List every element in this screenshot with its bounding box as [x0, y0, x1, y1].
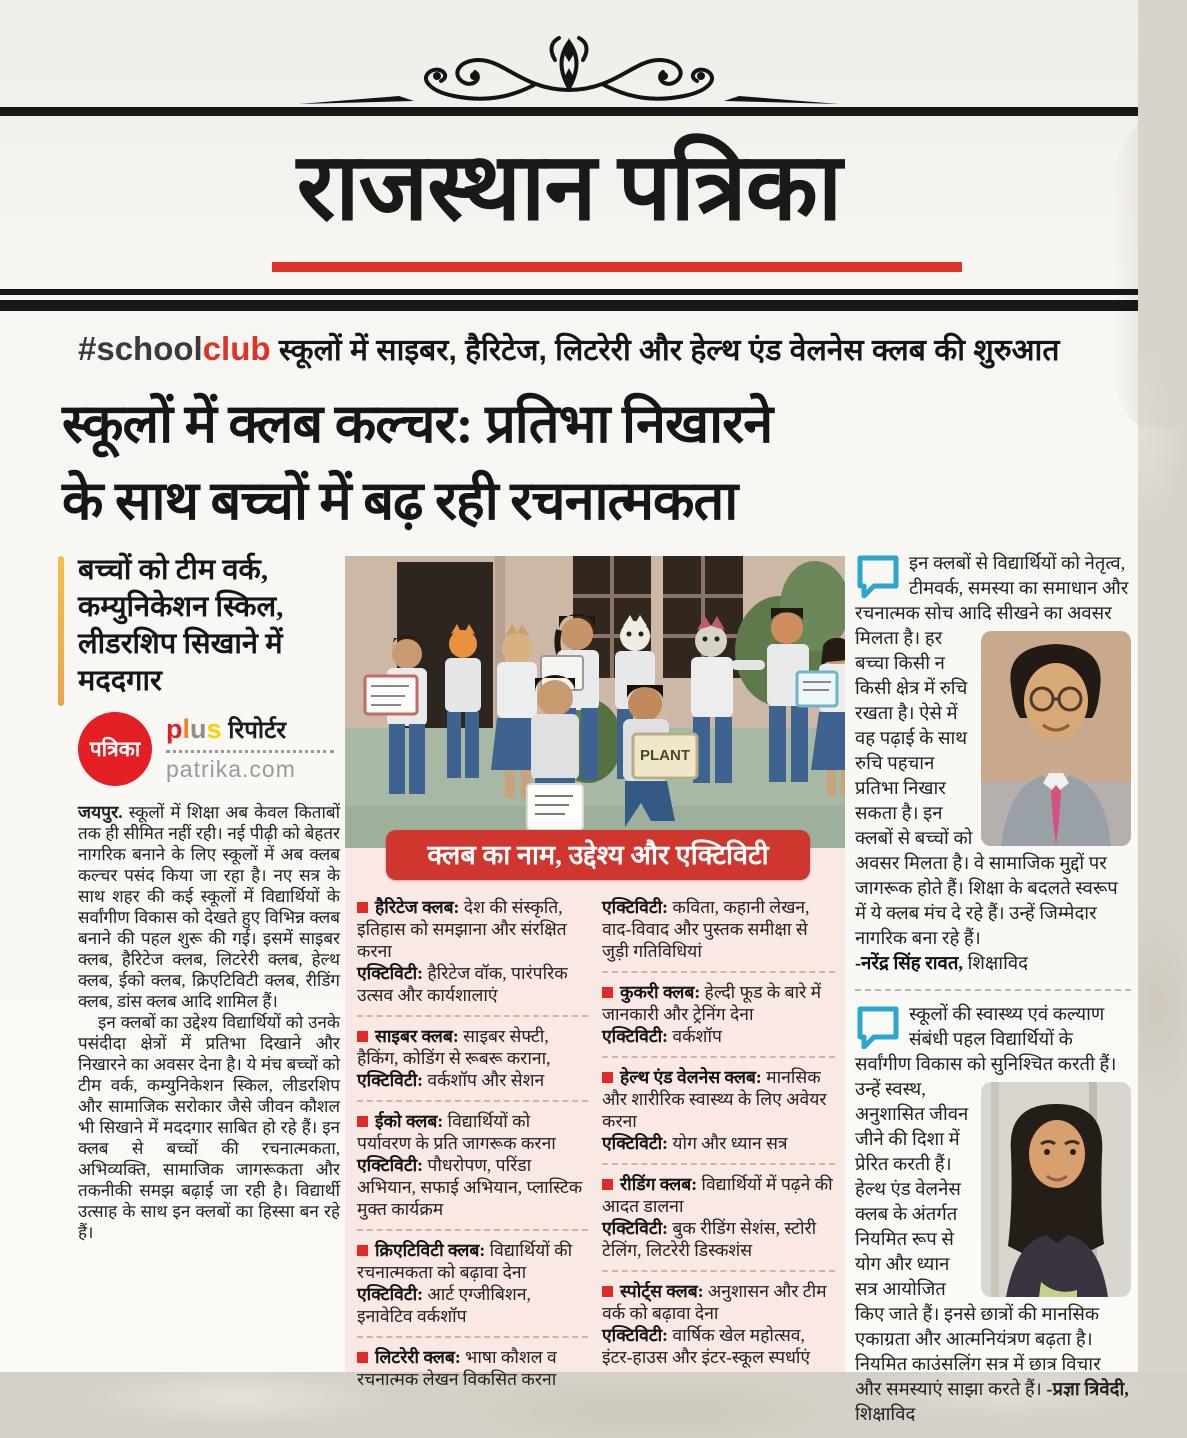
educator-2-photo: [981, 1082, 1131, 1297]
dateline: जयपुर.: [78, 802, 123, 822]
red-square-bullet: [357, 902, 368, 913]
masthead-top-rule: [0, 107, 1138, 116]
red-square-bullet: [602, 1179, 613, 1190]
club-name: हैरिटेज क्लब:: [375, 897, 460, 917]
club-item-literary-activity: [602, 896, 835, 962]
article-headline: [62, 386, 1112, 540]
activity-label: एक्टिविटी:: [602, 1026, 669, 1046]
club-name: स्पोर्ट्स क्लब:: [620, 1281, 704, 1301]
club-column-right: [602, 896, 835, 1367]
activity-text: कविता, कहानी लेखन, वाद-विवाद और पुस्तक समीक्षा से जुड़ी गतिविधियां: [602, 897, 810, 961]
adjacent-page-sliver: [58, 556, 64, 706]
left-column: [78, 552, 340, 1243]
red-square-bullet: [357, 1031, 368, 1042]
club-name: साइबर क्लब:: [375, 1026, 459, 1046]
club-desc: विद्यार्थियों को पर्यावरण के प्रति जागरूक करना: [357, 1111, 556, 1153]
activity-text: पौधरोपण, परिंडा अभियान, सफाई अभियान, प्लास्टिक मुक्त कार्यक्रम: [357, 1155, 583, 1219]
paragraph-1-text: स्कूलों में शिक्षा अब केवल किताबों तक ही सीमित नहीं रही। नई पीढ़ी को बेहतर नागरिक बनाने के लिए स्कूलों में अब क्लब कल्चर पसंद किया जा रहा है। नए सत्र के साथ शहर की कई स्कूलों में विद्यार्थियों के सर्वांगीण विकास को देखते हुए विभिन्न क्लब बनाने की पहल शुरू की गई। इसमें साइबर क्लब, हैरिटेज क्लब, लिटरेरी क्लब, हेल्थ क्लब, ईको क्लब, क्रिएटिविटी क्लब, रीडिंग क्लब, डांस क्लब आदि शामिल हैं।: [78, 803, 340, 1011]
byline-dotted-rule: [166, 750, 334, 753]
club-name: हेल्थ एंड वेलनेस क्लब:: [620, 1067, 762, 1087]
activity-label: एक्टिविटी:: [357, 963, 424, 983]
quote-1-text-rest: हर बच्चा किसी न किसी क्षेत्र में रुचि रखता है। ऐसे में वह पढ़ाई के साथ रुचि पहचान प्रतिभा निखार सकता है। इन क्लबों से बच्चों को अवसर मिलता है। वे सामाजिक मुद्दों पर जागरूक होते हैं। शिक्षा के बदलते स्वरूप में ये क्लब मंच दे रहे हैं। उन्हें जिम्मेदार नागरिक बना रहे हैं।: [855, 629, 1118, 949]
quote-bubble-icon: [855, 554, 901, 598]
red-square-bullet: [357, 1116, 368, 1127]
quote-2-text-lead: स्कूलों की स्वास्थ्य एवं कल्याण संबंधी पहल विद्यार्थियों के सर्वांगीण विकास को सुनिश्चित करती हैं। उन्हें स्वस्थ,: [855, 1005, 1117, 1100]
red-square-bullet: [602, 1286, 613, 1297]
activity-text: वर्कशॉप और सेशन: [423, 1070, 545, 1090]
club-desc: विद्यार्थियों की रचनात्मकता को बढ़ावा देना: [357, 1240, 573, 1282]
activity-label: एक्टिविटी:: [602, 897, 669, 917]
plus-letter-u: u: [190, 714, 207, 744]
kicker-line: [78, 328, 1108, 369]
club-desc: मानसिक और शारीरिक स्वास्थ्य के लिए अवेयर करना: [602, 1067, 827, 1131]
masthead-bottom-rule-thick: [0, 300, 1138, 311]
plant-sign-text: PLANT: [640, 747, 690, 764]
quote-2-author: -प्रज्ञा त्रिवेदी,: [1046, 1380, 1129, 1400]
byline-block: [78, 710, 340, 796]
club-name: ईको क्लब:: [375, 1111, 444, 1131]
club-item-eco: [357, 1100, 588, 1220]
club-desc: विद्यार्थियों में पढ़ने की आदत डालना: [602, 1174, 833, 1216]
club-desc: भाषा कौशल व रचनात्मक लेखन विकसित करना: [357, 1347, 557, 1389]
plus-letter-p: p: [166, 714, 183, 744]
club-list-box: [345, 848, 845, 1389]
hashtag-club: club: [202, 330, 271, 367]
club-item-literary: [357, 1336, 588, 1390]
club-section-banner: क्लब का नाम, उद्देश्य और एक्टिविटी: [386, 830, 810, 880]
patrika-logo: पत्रिका: [78, 712, 152, 786]
reporter-label: रिपोर्टर: [221, 717, 287, 744]
red-square-bullet: [357, 1245, 368, 1256]
activity-label: एक्टिविटी:: [357, 1070, 424, 1090]
club-desc: अनुशासन और टीम वर्क को बढ़ावा देना: [602, 1281, 827, 1323]
quote-1-text-lead: इन क्लबों से विद्यार्थियों को नेतृत्व, टीमवर्क, समस्या का समाधान और रचनात्मक सोच आदि सीखने का अवसर मिलता है।: [855, 554, 1129, 649]
club-desc: साइबर सेफ्टी, हैकिंग, कोडिंग से रूबरू कराना,: [357, 1026, 551, 1068]
quote-2: [855, 989, 1131, 1428]
educator-1-photo: [981, 631, 1131, 846]
club-name: क्रिएटिविटी क्लब:: [375, 1240, 486, 1260]
website-label: patrika.com: [166, 756, 296, 782]
club-column-left: [357, 896, 588, 1389]
article-body: [78, 802, 340, 1243]
red-square-bullet: [602, 1072, 613, 1083]
quotes-column: [855, 552, 1131, 1428]
quote-1-role: शिक्षाविद: [963, 954, 1028, 974]
club-desc: हेल्दी फूड के बारे में जानकारी और ट्रेनिंग देना: [602, 982, 822, 1024]
hashtag-school: #school: [78, 330, 203, 367]
kicker-text: स्कूलों में साइबर, हैरिटेज, लिटरेरी और हेल्थ एंड वेलनेस क्लब की शुरुआत: [270, 334, 1060, 367]
club-item-cookery: [602, 971, 835, 1047]
activity-text: योग और ध्यान सत्र: [668, 1133, 788, 1153]
club-name: रीडिंग क्लब:: [620, 1174, 698, 1194]
activity-text: वार्षिक खेल महोत्सव, इंटर-हाउस और इंटर-स्कूल स्पर्धाएं: [602, 1325, 811, 1367]
activity-label: एक्टिविटी:: [602, 1133, 669, 1153]
club-item-heritage: [357, 896, 588, 1006]
club-name: लिटरेरी क्लब:: [375, 1347, 461, 1367]
club-desc: देश की संस्कृति, इतिहास को समझाना और संरक्षित करना: [357, 897, 567, 961]
red-square-bullet: [602, 987, 613, 998]
club-item-creativity: [357, 1229, 588, 1327]
masthead-bottom-rule-thin: [0, 289, 1138, 295]
quote-1: [855, 552, 1131, 977]
quote-2-role: शिक्षाविद: [855, 1405, 916, 1425]
red-square-bullet: [357, 1352, 368, 1363]
activity-text: आर्ट एग्जीबिशन, इनावेटिव वर्कशॉप: [357, 1284, 531, 1326]
headline-line1: स्कूलों में क्लब कल्चर: प्रतिभा निखारने: [62, 394, 773, 454]
quote-bubble-icon: [855, 1005, 901, 1049]
school-children-photo: [345, 556, 845, 848]
body-paragraph-2: इन क्लबों का उद्देश्य विद्यार्थियों को उनके पसंदीदा क्षेत्रों में प्रतिभा दिखाने और निखारने का अवसर देना है। ये मंच बच्चों को टीम वर्क, कम्युनिकेशन स्किल, लीडरशिप और सामाजिक सरोकार जैसे जीवन कौशल भी सिखाने में मददगार साबित हो रहे हैं। इन क्लब से बच्चों की रचनात्मकता, अभिव्यक्ति, सामाजिक जागरूकता और तकनीकी समझ बढ़ाई जा रही है। विद्यार्थी उत्साह के साथ इन क्लबों का हिस्सा बन रहे हैं।: [78, 1013, 340, 1242]
newspaper-title: राजस्थान पत्रिका: [296, 136, 842, 240]
byline-right: [166, 714, 336, 783]
quote-1-author: -नरेंद्र सिंह रावत,: [855, 954, 964, 974]
club-item-sports: [602, 1270, 835, 1368]
activity-label: एक्टिविटी:: [602, 1325, 669, 1345]
activity-text: हैरिटेज वॉक, पारंपरिक उत्सव और कार्यशालाएं: [357, 963, 568, 1005]
masthead-ornament-icon: [0, 30, 1138, 117]
activity-label: एक्टिविटी:: [602, 1218, 669, 1238]
masthead-red-underline: [272, 262, 962, 272]
club-name: कुकरी क्लब:: [620, 982, 701, 1002]
plus-letter-s: s: [206, 714, 222, 744]
quote-2-text-rest: अनुशासित जीवन जीने की दिशा में प्रेरित करती हैं। हेल्थ एंड वेलनेस क्लब के अंतर्गत नियमित रूप से योग और ध्यान सत्र आयोजित किए जाते हैं। इनसे छात्रों की मानसिक एकाग्रता और आत्मनियंत्रण बढ़ता है। नियमित काउंसलिंग सत्र में छात्र विचार और समस्याएं साझा करते हैं।: [855, 1105, 1101, 1400]
article-subhead: बच्चों को टीम वर्क, कम्युनिकेशन स्किल, लीडरशिप सिखाने में मददगार: [78, 554, 284, 697]
activity-text: बुक रीडिंग सेशंस, स्टोरी टेलिंग, लिटरेरी डिस्कशंस: [602, 1218, 817, 1260]
activity-text: वर्कशॉप: [668, 1026, 722, 1046]
plus-reporter-label: [166, 714, 336, 746]
plus-letter-l: l: [182, 714, 191, 744]
headline-line2: के साथ बच्चों में बढ़ रही रचनात्मकता: [62, 471, 738, 531]
body-paragraph-1: [78, 802, 340, 1012]
activity-label: एक्टिविटी:: [357, 1284, 424, 1304]
club-item-health-wellness: [602, 1056, 835, 1154]
club-item-reading: [602, 1163, 835, 1261]
quote-1-attribution: [855, 952, 1131, 977]
club-item-cyber: [357, 1015, 588, 1091]
activity-label: एक्टिविटी:: [357, 1155, 424, 1175]
